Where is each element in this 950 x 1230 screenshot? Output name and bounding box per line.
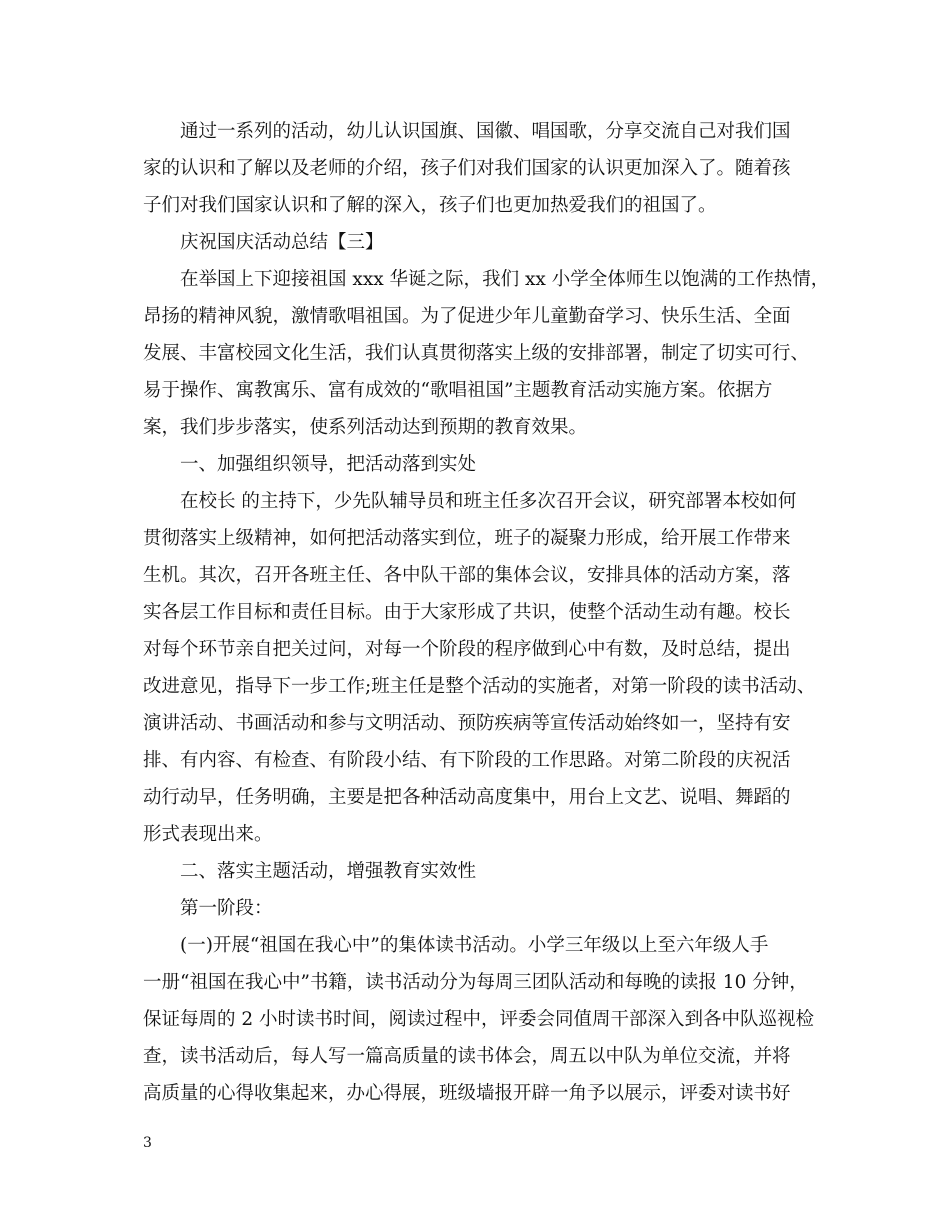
text-line: 第一阶段： <box>180 898 273 919</box>
text-line: 一册“祖国在我心中”书籍，读书活动分为每周三团队活动和每晚的读报 10 分钟， <box>143 972 808 993</box>
text-line: 排、有内容、有检查、有阶段小结、有下阶段的工作思路。对第二阶段的庆祝活 <box>143 750 791 771</box>
text-line: 庆祝国庆活动总结【三】 <box>180 232 384 253</box>
text-line: 查，读书活动后，每人写一篇高质量的读书体会，周五以中队为单位交流，并将 <box>143 1046 791 1067</box>
text-line: 发展、丰富校园文化生活，我们认真贯彻落实上级的安排部署，制定了切实可行、 <box>143 343 810 364</box>
text-line: 对每个环节亲自把关过问，对每一个阶段的程序做到心中有数，及时总结，提出 <box>143 639 791 660</box>
text-line: 动行动早，任务明确，主要是把各种活动高度集中，用台上文艺、说唱、舞蹈的 <box>143 787 791 808</box>
text-line: 生机。其次，召开各班主任、各中队干部的集体会议，安排具体的活动方案，落 <box>143 565 791 586</box>
text-line: 昂扬的精神风貌，激情歌唱祖国。为了促进少年儿童勤奋学习、快乐生活、全面 <box>143 306 791 327</box>
text-line: 案，我们步步落实，使系列活动达到预期的教育效果。 <box>143 417 588 438</box>
document-body <box>143 113 830 1112</box>
text-line: 通过一系列的活动，幼儿认识国旗、国徽、唱国歌，分享交流自己对我们国 <box>180 121 791 142</box>
text-line: 贯彻落实上级精神，如何把活动落实到位，班子的凝聚力形成，给开展工作带来 <box>143 528 791 549</box>
text-line: 易于操作、寓教寓乐、富有成效的“歌唱祖国”主题教育活动实施方案。依据方 <box>143 380 773 401</box>
text-line: 家的认识和了解以及老师的介绍，孩子们对我们国家的认识更加深入了。随着孩 <box>143 158 791 179</box>
text-line: 二、落实主题活动，增强教育实效性 <box>180 861 477 882</box>
text-line: 在校长 的主持下，少先队辅导员和班主任多次召开会议，研究部署本校如何 <box>180 491 797 512</box>
text-line: 在举国上下迎接祖国 xxx 华诞之际，我们 xx 小学全体师生以饱满的工作热情， <box>180 269 830 290</box>
text-line: 实各层工作目标和责任目标。由于大家形成了共识，使整个活动生动有趣。校长 <box>143 602 791 623</box>
text-line: 高质量的心得收集起来，办心得展，班级墙报开辟一角予以展示，评委对读书好 <box>143 1083 791 1104</box>
text-line: 保证每周的 2 小时读书时间，阅读过程中，评委会同值周干部深入到各中队巡视检 <box>143 1009 815 1030</box>
text-line: (一)开展“祖国在我心中”的集体读书活动。小学三年级以上至六年级人手 <box>180 935 769 956</box>
page-number: 3 <box>143 1135 152 1151</box>
text-line: 改进意见，指导下一步工作;班主任是整个活动的实施者，对第一阶段的读书活动、 <box>143 676 816 697</box>
text-line: 演讲活动、书画活动和参与文明活动、预防疾病等宣传活动始终如一，坚持有安 <box>143 713 791 734</box>
text-line: 形式表现出来。 <box>143 824 273 845</box>
text-line: 一、加强组织领导，把活动落到实处 <box>180 454 477 475</box>
text-line: 子们对我们国家认识和了解的深入，孩子们也更加热爱我们的祖国了。 <box>143 195 717 216</box>
